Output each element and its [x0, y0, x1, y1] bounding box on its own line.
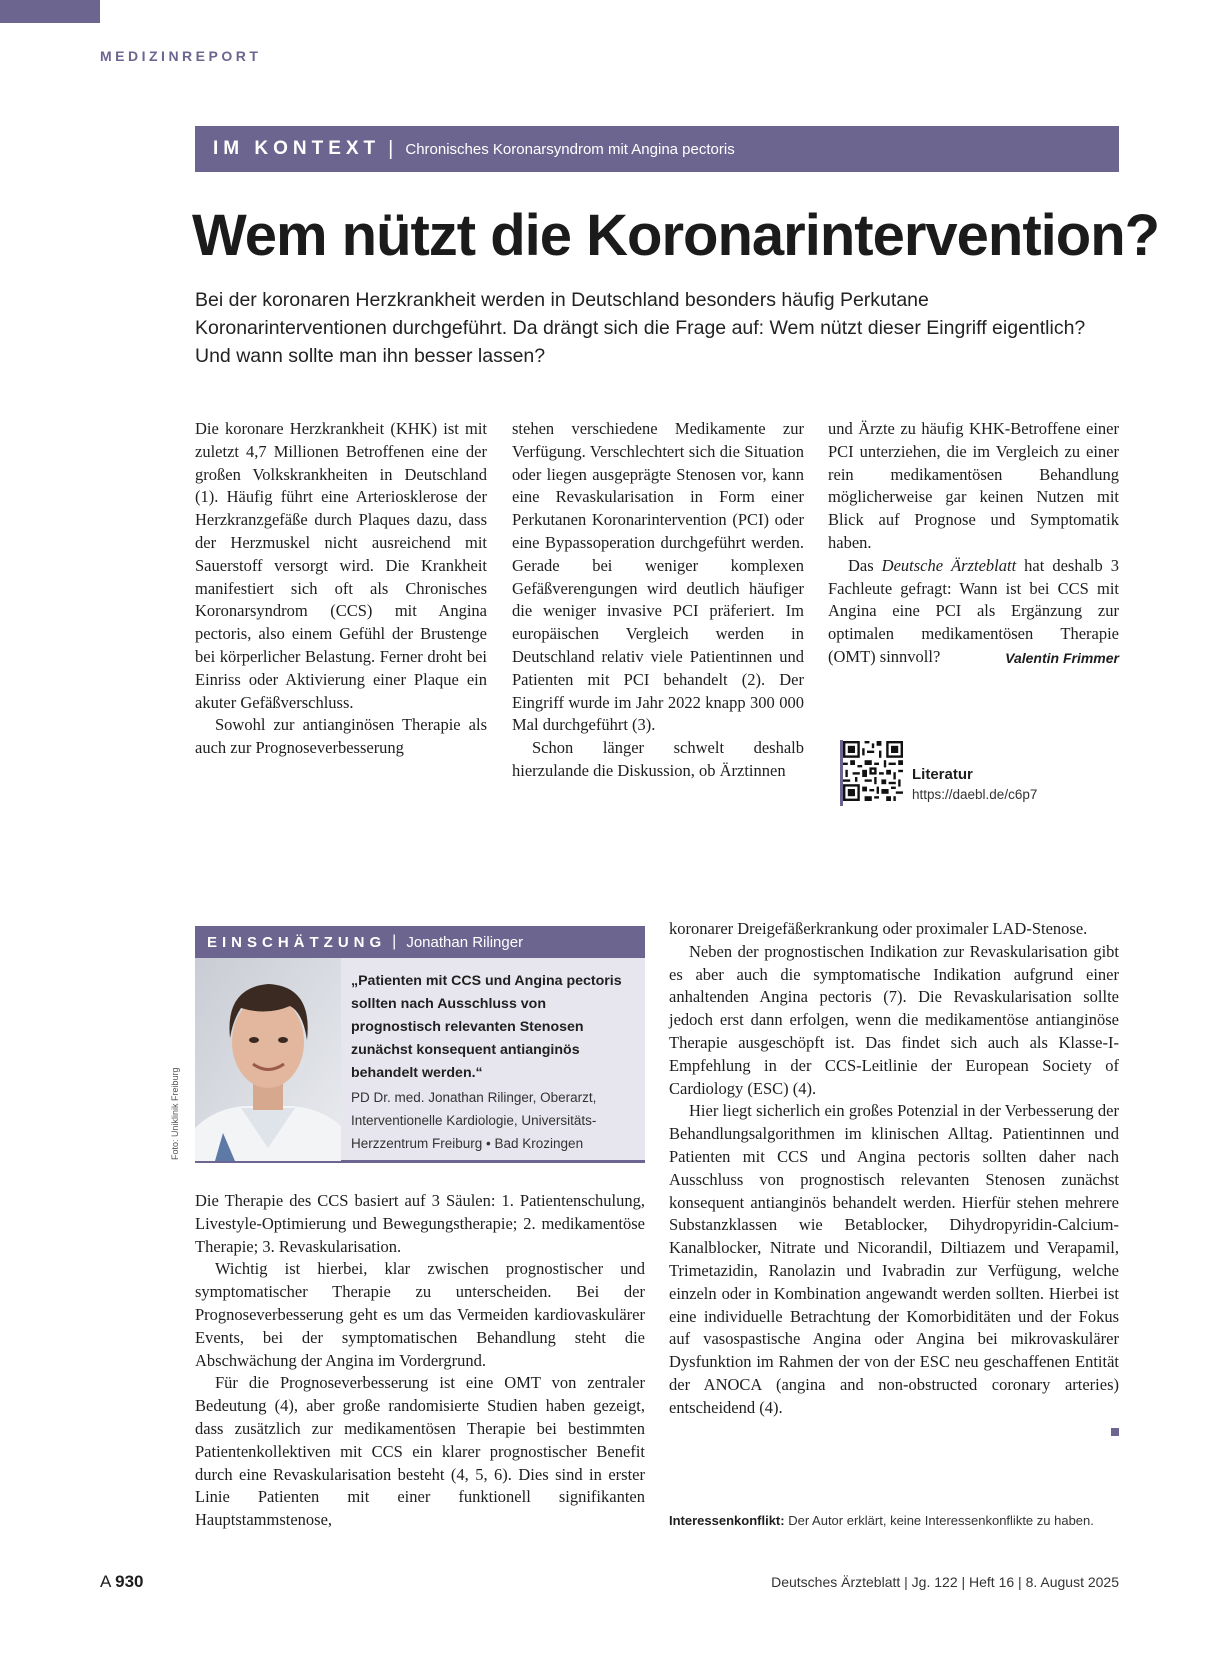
- intro-paragraph-3-start: Schon länger schwelt deshalb hierzulande die Diskussion, ob Ärztinnen: [512, 738, 804, 780]
- intro-column-1: [195, 418, 487, 760]
- assessment-paragraph-4: Neben der prognostischen Indikation zur Revaskularisation gibt es aber auch die symptomatische Indikation aufgrund einer anhaltenden Angina pectoris (7). Die Revaskularisation sollte jedoch erst dann erfolgen, wenn die medikamentöse antianginöse Therapie ausgeschöpft ist. Das findet sich auch als Klasse-I-Empfehlung in der CCS-Leitlinie der European Society of Cardiology (ESC) (4).: [669, 941, 1119, 1098]
- intro-author: Valentin Frimmer: [1005, 649, 1119, 666]
- qr-code-icon[interactable]: [843, 741, 903, 801]
- conflict-label: Interessenkonflikt:: [669, 1513, 785, 1528]
- assessment-paragraph-5: Hier liegt sicherlich ein großes Potenzial in der Verbesserung der Behandlungsalgorithmen im klinischen Alltag. Patientinnen und Patienten mit CCS und Angina pectoris sollten daher nach Ausschluss von prognostisch relevanten Stenosen zunächst konsequent antianginös behandelt werden. Hierfür stehen mehrere Substanzklassen wie Betablocker, Dihydropyridin-Calcium-Kanalblocker, Nitrate und Nicorandil, Diltiazem und Verapamil, Trimetazidin, Ranolazin und Ivabradin zur Verfügung, welche einzeln oder in Kombination angewandt werden sollten. Hierbei ist eine individuelle Betrachtung der Komorbiditäten und der Fokus auf vasospastische Angina oder Angina bei mikrovaskulärer Dysfunktion im Rahmen der von der ESC neu geschaffenen Entität der ANOCA (angina and non-obstructed coronary arteries) entscheidend (4).: [669, 1101, 1119, 1417]
- section-label: MEDIZINREPORT: [100, 48, 262, 64]
- assessment-attribution: PD Dr. med. Jonathan Rilinger, Oberarzt, Interventionelle Kardiologie, Universitäts-Herzzentrum Freiburg • Bad Krozingen: [351, 1090, 597, 1151]
- journal-name: Deutsche Ärzteblatt: [881, 555, 1017, 575]
- corner-accent-bar: [0, 0, 100, 23]
- intro-paragraph-1: Die koronare Herzkrankheit (KHK) ist mit zuletzt 4,7 Millionen Betroffenen eine der großen Volkskrankheiten in Deutschland (1). Häufig führt eine Arteriosklerose der Herzkranzgefäße durch Plaques dazu, dass der Herzmuskel nicht ausreichend mit Sauerstoff versorgt wird. Die Krankheit manifestiert sich oft als Chronisches Koronarsyndrom (CCS) mit Angina pectoris, also einem Gefühl der Brustenge bei körperlicher Belastung. Ferner droht bei Einriss oder Aktivierung einer Plaque ein akuter Gefäßverschluss.: [195, 419, 487, 712]
- intro-paragraph-4: Das Deutsche Ärzteblatt hat deshalb 3 Fachleute gefragt: Wann ist bei CCS mit Angina eine PCI als Ergänzung zur optimalen medikamentösen Therapie (OMT) sinnvoll?: [828, 555, 1119, 666]
- page-number: A 930: [100, 1572, 144, 1591]
- intro-paragraph-2-start: Sowohl zur antianginösen Therapie als auch zur Prognoseverbesserung: [195, 715, 487, 758]
- assessment-author: Jonathan Rilinger: [406, 933, 524, 951]
- context-banner: [195, 126, 1119, 172]
- context-topic: Chronisches Koronarsyndrom mit Angina pectoris: [405, 140, 735, 158]
- conflict-of-interest: [669, 1513, 1129, 1528]
- journal-footer: Deutsches Ärzteblatt | Jg. 122 | Heft 16 | 8. August 2025: [771, 1574, 1119, 1590]
- assessment-banner: [195, 926, 645, 958]
- lead-paragraph: Bei der koronaren Herzkrankheit werden in Deutschland besonders häufig Perkutane Koronarinterventionen durchgeführt. Da drängt sich die Frage auf: Wem nützt dieser Eingriff eigentlich? Und wann sollte man ihn besser lassen?: [195, 289, 1086, 367]
- literature-label: Literatur: [912, 766, 973, 783]
- assessment-paragraph-1: Die Therapie des CCS basiert auf 3 Säulen: 1. Patientenschulung, Livestyle-Optimierung und Bewegungstherapie; 2. medikamentöse Therapie; 3. Revaskularisation.: [195, 1191, 645, 1256]
- intro-column-3: [828, 418, 1119, 670]
- end-mark-icon: [1111, 1428, 1119, 1436]
- assessment-paragraph-3-start: Für die Prognoseverbesserung ist eine OMT von zentraler Bedeutung (4), aber große randomisierte Studien haben gezeigt, dass zusätzlich zur medikamentösen Therapie bei bestimmten Patientenkollektiven mit CCS ein klarer prognostischer Benefit durch eine Revaskularisation besteht (4, 5, 6). Dies sind in erster Linie Patienten mit einer funktionell signifikanten Hauptstammstenose,: [195, 1373, 645, 1530]
- assessment-kicker: EINSCHÄTZUNG: [207, 933, 387, 951]
- intro-paragraph-2-cont: stehen verschiedene Medikamente zur Verfügung. Verschlechtert sich die Situation oder liegen ausgeprägte Stenosen vor, kann eine Revaskularisation in Form einer Perkutanen Koronarintervention (PCI) oder eine Bypassoperation durchgeführt werden. Gerade bei weniger komplexen Gefäßverengungen wird deutlich häufiger die weniger invasive PCI präferiert. Im europäischen Vergleich werden in Deutschland relativ viele Patientinnen und Patienten mit PCI behandelt (2). Der Eingriff wurde im Jahr 2022 knapp 300 000 Mal durchgeführt (3).: [512, 419, 804, 735]
- assessment-column-1: [195, 1190, 645, 1532]
- headline: Wem nützt die Koronarintervention?: [192, 203, 1160, 268]
- context-kicker: IM KONTEXT: [213, 138, 381, 159]
- author-photo: [195, 958, 341, 1161]
- photo-credit: Foto: Uniklinik Freiburg: [170, 1067, 180, 1160]
- assessment-column-2: [669, 918, 1119, 1436]
- assessment-paragraph-2: Wichtig ist hierbei, klar zwischen prognostischer und symptomatischer Therapie zu unterscheiden. Bei der Prognoseverbesserung geht es um das Vermeiden kardiovaskulärer Events, bei der symptomatischen Behandlung steht die Abschwächung der Angina im Vordergrund.: [195, 1259, 645, 1370]
- intro-column-2: [512, 418, 804, 783]
- conflict-text: Der Autor erklärt, keine Interessenkonflikte zu haben.: [784, 1513, 1094, 1528]
- context-separator: |: [388, 137, 394, 160]
- assessment-paragraph-3-cont: koronarer Dreigefäßerkrankung oder proximaler LAD-Stenose.: [669, 919, 1088, 938]
- assessment-quote: „Patienten mit CCS und Angina pectoris sollten nach Ausschluss von prognostisch relevanten Stenosen zunächst konsequent antianginös behandelt werden.“: [351, 973, 622, 1081]
- intro-paragraph-3-cont: und Ärzte zu häufig KHK-Betroffene einer PCI unterziehen, die im Vergleich zu einer rein medikamentösen Behandlung möglicherweise gar keinen Nutzen mit Blick auf Prognose und Symptomatik haben.: [828, 419, 1119, 552]
- literature-link[interactable]: https://daebl.de/c6p7: [912, 787, 1038, 802]
- assessment-separator: |: [392, 933, 397, 950]
